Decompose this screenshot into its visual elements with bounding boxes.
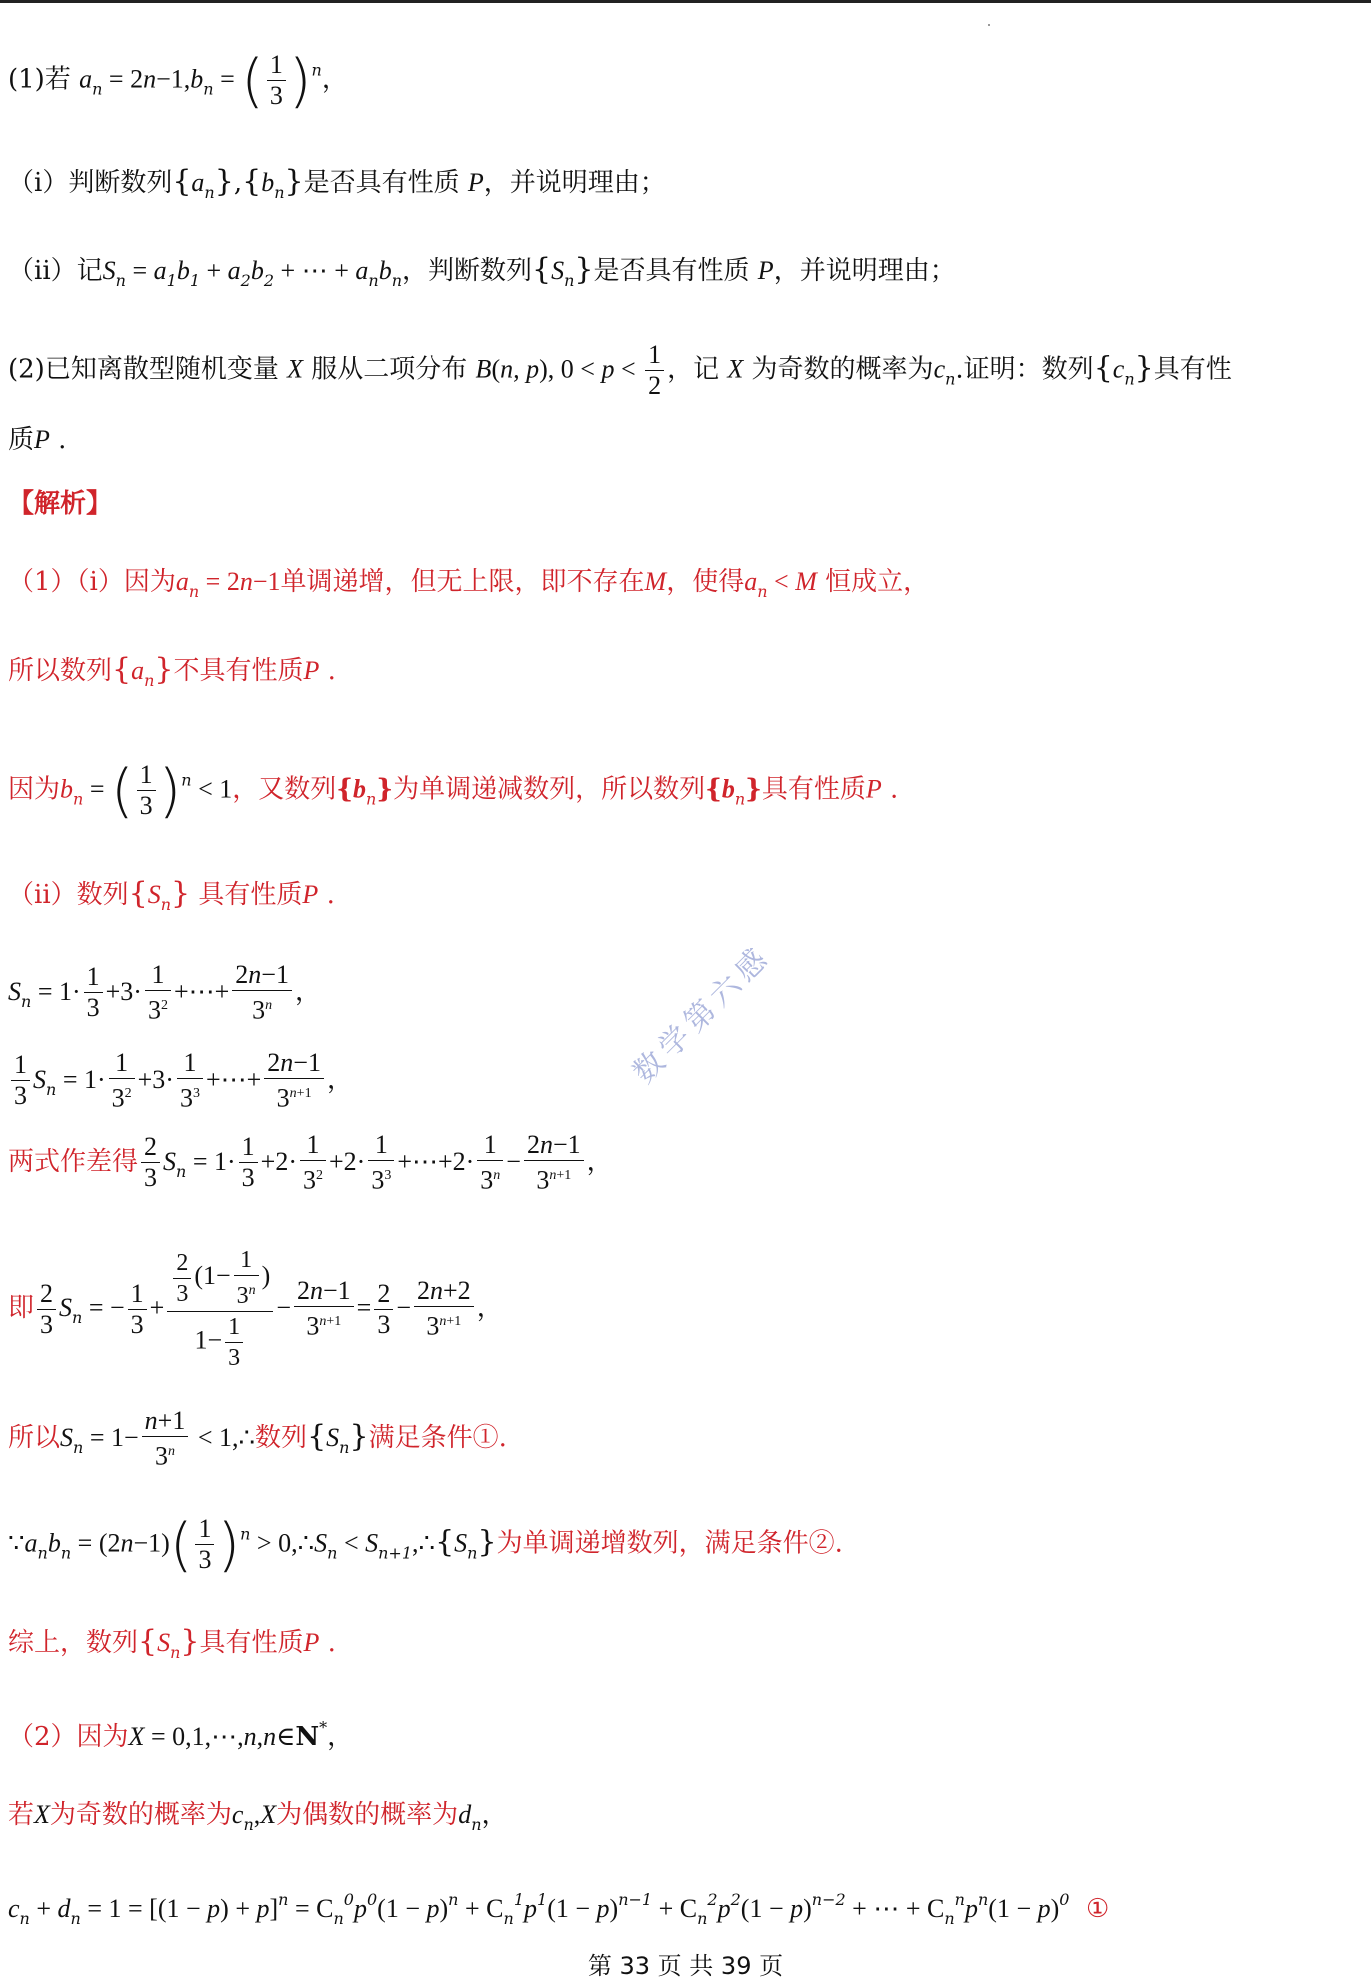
q2-line-2: 质P .: [8, 425, 67, 455]
sol-bn-P: 因为$b_n$ = ( $\frac{1}{3}$ )$^n$ < 1，又数列$\{b_n\}$为单调递减数列，所以数列$\{b_n\}$具有性质P .: [8, 756, 899, 825]
sol-1i: （1）（i）因为$a_n = 2n-1$单调递增，但无上限，即不存在M，使得$a_n < M$ 恒成立，: [8, 567, 930, 601]
binomial-sum: $c_n + d_n = 1 = [(1 - p) + p]^n = C_n^0p^0(1 - p)^n + C_n^1p^1(1 - p)^{n-1} + C_n^2p^2(1 - p)^{n-2}$ + ⋯ + $C_n^np^n(1 - p)^0$ ①: [8, 1890, 1110, 1928]
q1-i-line: （i）判断数列$\{a_n\},\{b_n\}$是否具有性质 P，并说明理由；: [8, 164, 666, 202]
sn-difference: 两式作差得 $\frac{2}{3}$ $S_n = 1\cdot$ $\frac{1}{3}$ +2· $\frac{1}{3^2}$ +2· $\frac{1}{3^3}$ +⋯+2· $\frac{1}{3^n}$ − $\frac{2n-1}{3^{n+1}}$ ，: [8, 1130, 613, 1195]
sn-bound: 所以$S_n = 1-$ $\frac{n+1}{3^n}$ < 1,∴数列$\{S_n\}$满足条件①.: [8, 1406, 507, 1471]
q1-line: (1)若 $a_n = 2n-1,b_n$ = ( $\frac{1}{3}$ )$^n$，: [8, 46, 348, 115]
sol-1ii: （ii）数列$\{S_n\}$ 具有性质P .: [8, 876, 335, 914]
sn-third: $\frac{1}{3}$ $S_n = 1\cdot$ $\frac{1}{3^2}$ +3· $\frac{1}{3^3}$ +⋯+ $\frac{2n-1}{3^{n+1}}$ ，: [8, 1048, 353, 1114]
q2-line: (2)已知离散型随机变量 X 服从二项分布 B(n, p), 0 < p < $\frac{1}{2}$ ，记 X 为奇数的概率为$c_n$.证明：数列$\{c_n\}$具有性: [8, 340, 1232, 400]
sn-monotone: $\because a_nb_n = (2n-1)$( $\frac{1}{3}$ )$^n > 0,\therefore S_n$ < $S_{n+1},\therefore\{S_n\}$为单调递增数列，满足条件②.: [8, 1510, 843, 1579]
sn-result: 即 $\frac{2}{3}$ $S_n$ = − $\frac{1}{3}$ + $\frac{2}{3}$ (1− $\frac{1}{3^n}$ ) 1− $\frac{1}{3}$ − $\frac{2n-1}{3^{n+1}}$ = $\frac{2}{3}$ − $\frac{2n+2}{3^{n+1}}$ ，: [8, 1247, 503, 1371]
page-footer: 第 33 页 共 39 页: [587, 1952, 784, 1980]
analysis-label: 【解析】: [8, 489, 113, 519]
sol-2-def: 若X为奇数的概率为$c_n,X$为偶数的概率为$d_n$，: [8, 1800, 508, 1834]
sol-conclusion: 综上，数列$\{S_n\}$具有性质P .: [8, 1624, 336, 1662]
sol-an-not-P: 所以数列$\{a_n\}$不具有性质P .: [8, 652, 336, 690]
q1-ii-line: （ii）记$S_n = a_1b_1 + a_2b_2$ + ⋯ + $a_nb_n$，判断数列$\{S_n\}$是否具有性质 P，并说明理由；: [8, 252, 956, 290]
watermark: 数学第六感: [626, 938, 779, 1091]
sol-2: （2）因为X = 0,1,⋯,n,n∈N*，: [8, 1718, 354, 1752]
top-rule: [0, 0, 1371, 3]
speck: [988, 24, 990, 26]
sn-expansion: $S_n = 1\cdot$ $\frac{1}{3}$ +3· $\frac{1}{3^2}$ +⋯+ $\frac{2n-1}{3^n}$ ，: [8, 960, 321, 1025]
